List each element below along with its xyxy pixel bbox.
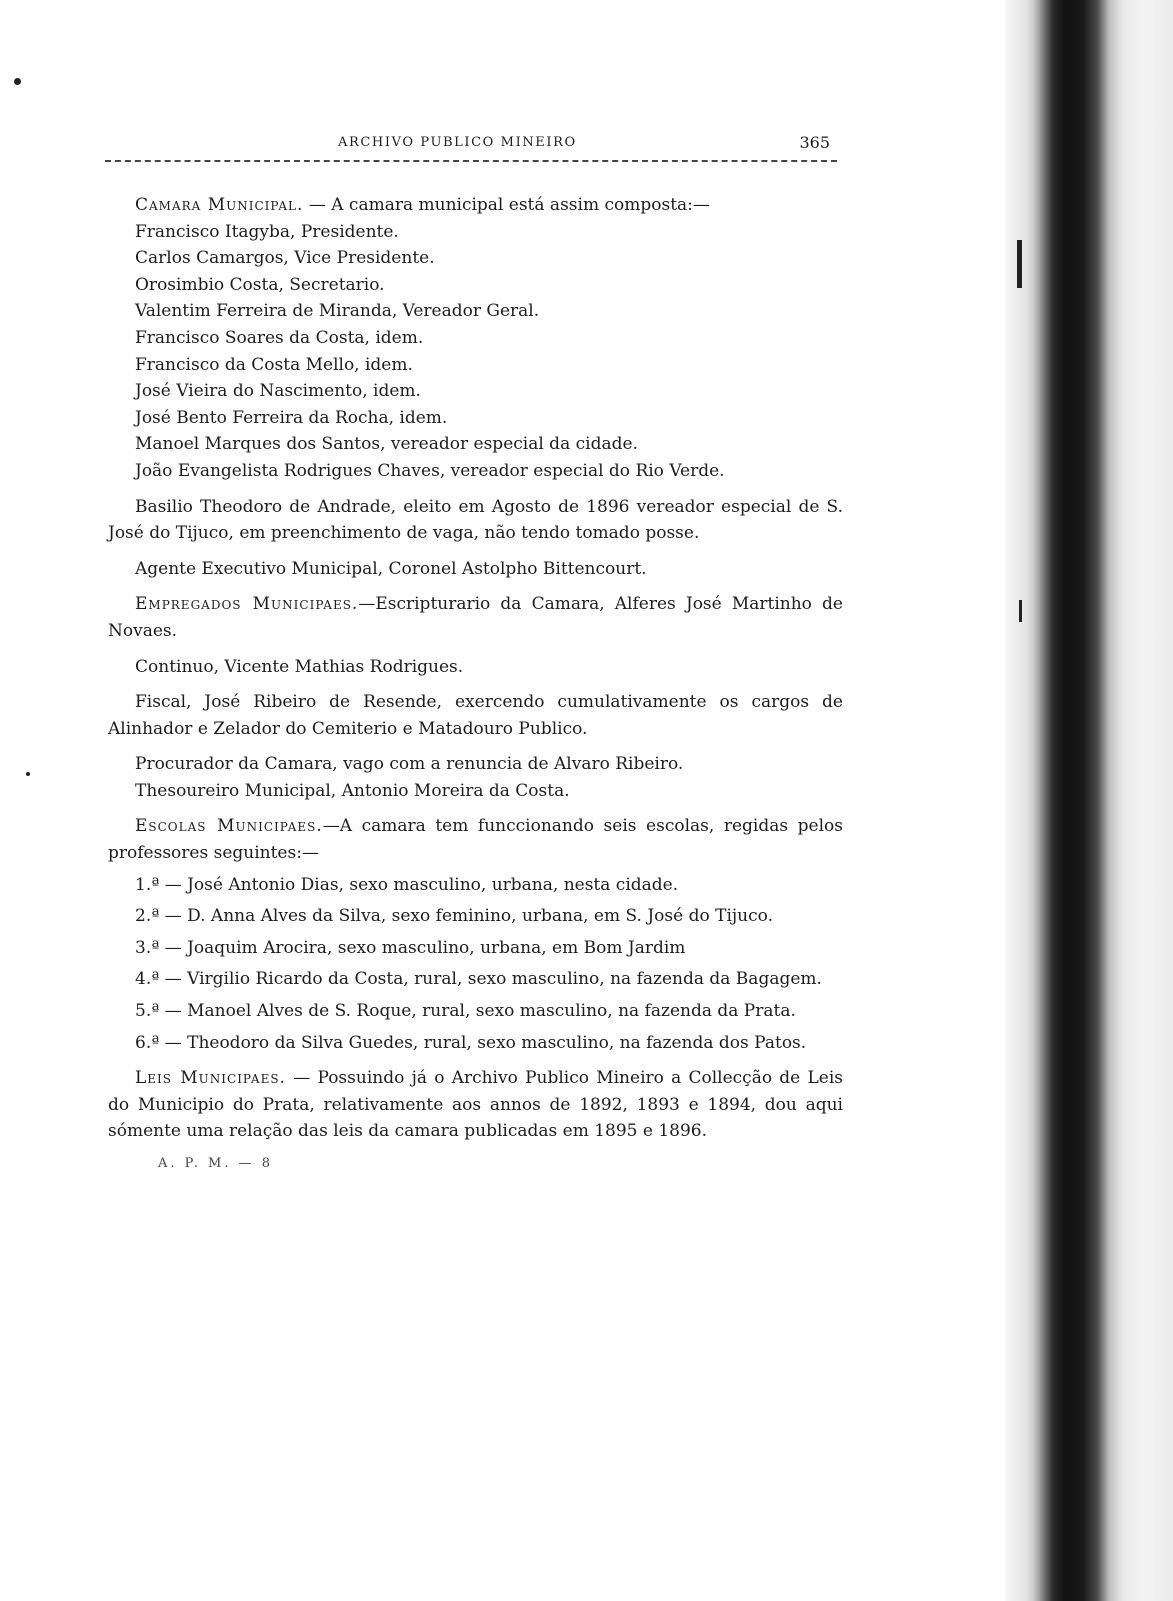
escola-item: 1.ª — José Antonio Dias, sexo masculino, urbana, nesta cidade.: [135, 874, 679, 895]
fiscal-paragraph: Fiscal, José Ribeiro de Resende, exercendo cumulativamente os cargos de Alinhador e Zelador do Cemiterio e Matadouro Publico.: [108, 692, 843, 739]
section-heading: Escolas Municipaes.: [135, 816, 323, 837]
continuo-paragraph: Continuo, Vicente Mathias Rodrigues.: [135, 656, 464, 677]
section-heading: Camara Municipal.: [135, 195, 304, 215]
escola-item: 6.ª — Theodoro da Silva Guedes, rural, sexo masculino, na fazenda dos Patos.: [135, 1032, 807, 1053]
archive-stamp: A. P. M. — 8: [158, 1156, 274, 1171]
member-line: Carlos Camargos, Vice Presidente.: [135, 248, 435, 269]
escola-item: 2.ª — D. Anna Alves da Silva, sexo feminino, urbana, em S. José do Tijuco.: [135, 906, 773, 927]
margin-speck: [14, 78, 21, 85]
leis-text: — Possuindo já o Archivo Publico Mineiro a Collecção de Leis do Municipio do Prata, relativamente aos annos de 1892, 1893 e 1894, dou aqui sómente uma relação das leis da camara publicadas em 1895 e 1896.: [108, 1068, 843, 1142]
camara-paragraph: [108, 192, 843, 219]
escolas-paragraph: [108, 813, 843, 866]
section-heading: Leis Municipaes.: [135, 1068, 286, 1089]
margin-speck: [26, 772, 30, 776]
basilio-paragraph: Basilio Theodoro de Andrade, eleito em Agosto de 1896 vereador especial de S. José do Tijuco, em preenchimento de vaga, não tendo tomado posse.: [108, 496, 843, 544]
book-spine-shadow: [1005, 0, 1173, 1601]
page-body: [108, 192, 843, 1178]
spine-mark: [1017, 240, 1022, 288]
escolas-text: —A camara tem funccionando seis escolas, regidas pelos professores seguintes:—: [108, 816, 843, 864]
empregados-text: —Escripturario da Camara, Alferes José Martinho de Novaes.: [108, 594, 843, 641]
member-line: Valentim Ferreira de Miranda, Vereador Geral.: [135, 301, 540, 322]
escola-item: 4.ª — Virgilio Ricardo da Costa, rural, sexo masculino, na fazenda da Bagagem.: [135, 969, 822, 990]
escola-item: 3.ª — Joaquim Arocira, sexo masculino, urbana, em Bom Jardim: [135, 937, 686, 958]
leis-paragraph: [108, 1065, 843, 1145]
member-line: Francisco da Costa Mello, idem.: [135, 354, 413, 375]
member-line: Orosimbio Costa, Secretario.: [135, 274, 385, 295]
agente-paragraph: Agente Executivo Municipal, Coronel Astolpho Bittencourt.: [135, 558, 647, 579]
member-line: Francisco Soares da Costa, idem.: [135, 327, 424, 348]
thesoureiro-paragraph: Thesoureiro Municipal, Antonio Moreira da Costa.: [135, 780, 570, 801]
section-heading: Empregados Municipaes.: [135, 594, 359, 615]
procurador-paragraph: Procurador da Camara, vago com a renuncia de Alvaro Ribeiro.: [135, 754, 684, 775]
header-title: ARCHIVO PUBLICO MINEIRO: [338, 135, 577, 150]
member-line: Francisco Itagyba, Presidente.: [135, 221, 399, 242]
member-line: José Vieira do Nascimento, idem.: [135, 381, 421, 402]
spine-mark: [1019, 600, 1022, 622]
header-rule: [105, 160, 837, 162]
member-line: João Evangelista Rodrigues Chaves, vereador especial do Rio Verde.: [135, 460, 725, 481]
camara-intro: — A camara municipal está assim composta:—: [303, 195, 710, 215]
member-line: Manoel Marques dos Santos, vereador especial da cidade.: [135, 434, 638, 455]
empregados-paragraph: [108, 591, 843, 644]
page-number: 365: [799, 133, 830, 152]
escola-item: 5.ª — Manoel Alves de S. Roque, rural, sexo masculino, na fazenda da Prata.: [135, 1001, 796, 1022]
member-line: José Bento Ferreira da Rocha, idem.: [135, 407, 448, 428]
